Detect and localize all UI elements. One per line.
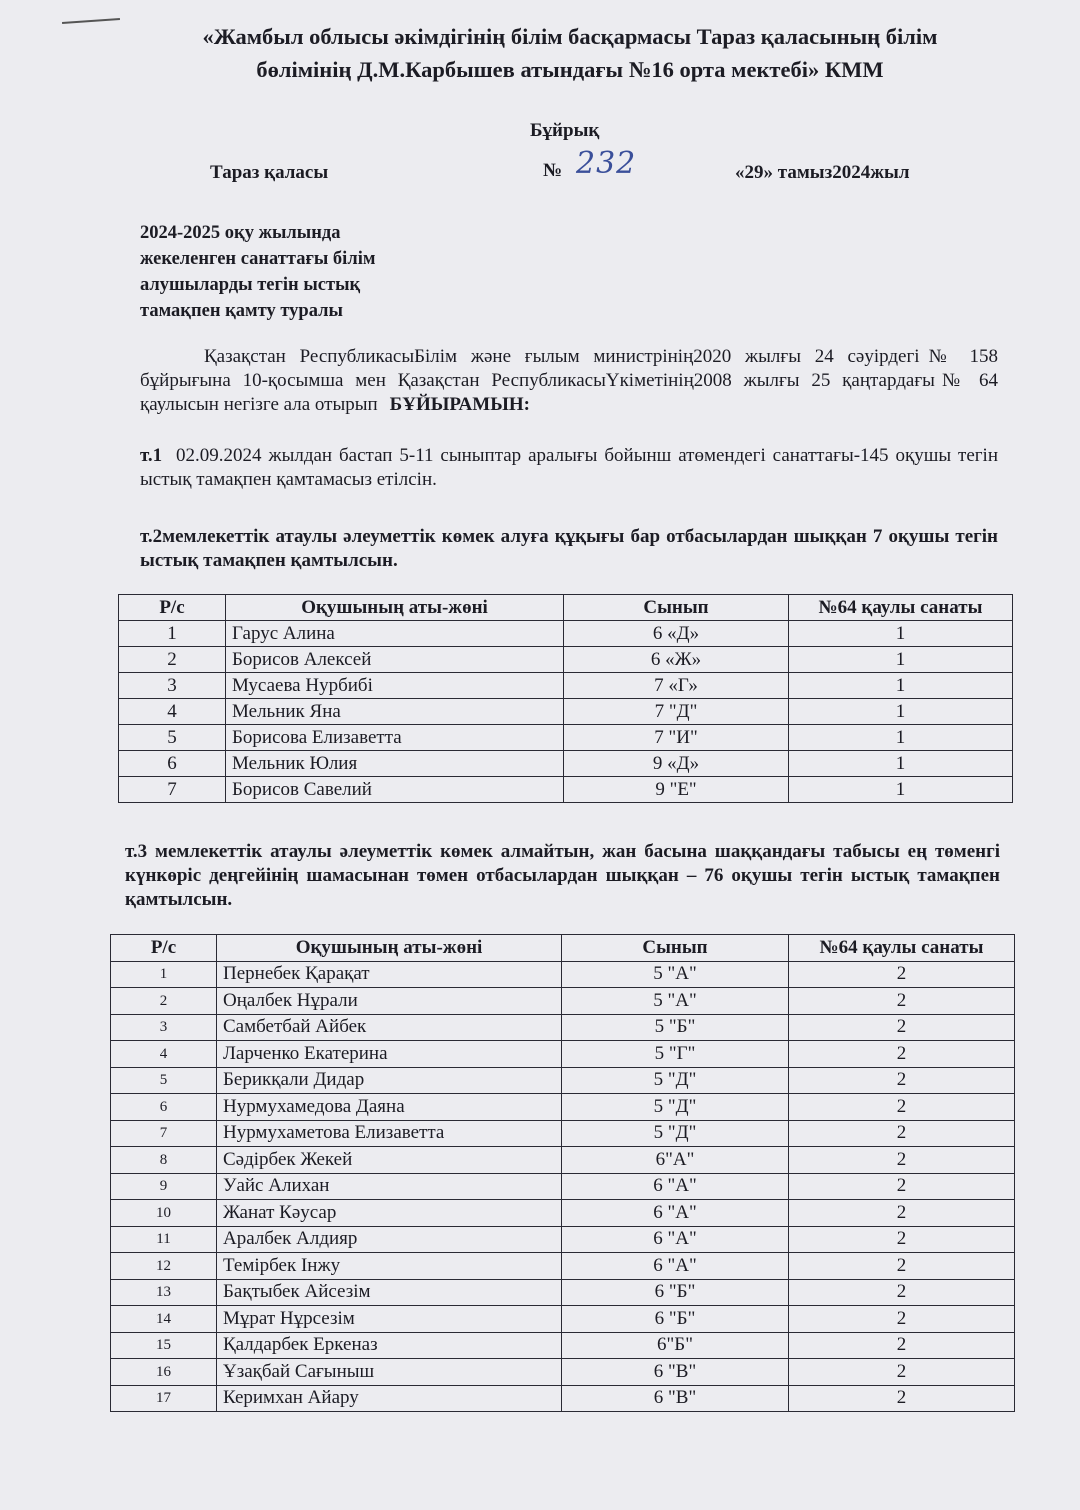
cell-class: 9 «Д» xyxy=(564,751,789,777)
cell-class: 6 "А" xyxy=(562,1173,789,1200)
cell-category: 1 xyxy=(789,777,1013,803)
cell-name: Нурмухамедова Даяна xyxy=(217,1094,562,1121)
subject-line-1: 2024-2025 оқу жылында xyxy=(140,223,341,243)
item-1-label: т.1 xyxy=(140,445,163,466)
table-header-row xyxy=(119,595,1013,621)
cell-number: 5 xyxy=(119,725,226,751)
cell-class: 6 "А" xyxy=(562,1226,789,1253)
organization-header xyxy=(110,20,1030,86)
cell-name: Ұзақбай Сағыныш xyxy=(217,1359,562,1386)
cell-category: 2 xyxy=(789,1385,1015,1412)
table-row xyxy=(111,1067,1015,1094)
cell-name: Мельник Яна xyxy=(226,699,564,725)
table-row xyxy=(119,621,1013,647)
cell-category: 2 xyxy=(789,1014,1015,1041)
table-row xyxy=(111,1014,1015,1041)
cell-name: Ларченко Екатерина xyxy=(217,1041,562,1068)
item-1-text: 02.09.2024 жылдан бастап 5-11 сыныптар аралығы бойынш атөмендегі санаттағы-145 оқушы тегін ыстық тамақпен қамтамасыз етілсін. xyxy=(140,445,998,490)
table-row xyxy=(111,1253,1015,1280)
cell-category: 1 xyxy=(789,647,1013,673)
cell-name: Темірбек Інжу xyxy=(217,1253,562,1280)
cell-number: 9 xyxy=(111,1173,217,1200)
cell-number: 3 xyxy=(111,1014,217,1041)
cell-category: 2 xyxy=(789,1279,1015,1306)
cell-category: 1 xyxy=(789,699,1013,725)
cell-category: 2 xyxy=(789,1253,1015,1280)
table-row xyxy=(111,961,1015,988)
table-row xyxy=(111,1147,1015,1174)
cell-class: 9 "Е" xyxy=(564,777,789,803)
cell-category: 2 xyxy=(789,1120,1015,1147)
cell-class: 5 "Д" xyxy=(562,1120,789,1147)
table-row xyxy=(111,1226,1015,1253)
cell-number: 8 xyxy=(111,1147,217,1174)
col-header-category: №64 қаулы санаты xyxy=(789,595,1013,621)
order-number-handwritten: 232 xyxy=(576,146,637,181)
item-1-paragraph xyxy=(140,444,998,492)
cell-name: Борисов Савелий xyxy=(226,777,564,803)
cell-category: 2 xyxy=(789,1359,1015,1386)
cell-number: 6 xyxy=(111,1094,217,1121)
cell-name: Жанат Кәусар xyxy=(217,1200,562,1227)
table-row xyxy=(119,647,1013,673)
table-row xyxy=(111,1359,1015,1386)
cell-number: 1 xyxy=(111,961,217,988)
cell-category: 1 xyxy=(789,725,1013,751)
cell-number: 13 xyxy=(111,1279,217,1306)
order-subject xyxy=(140,220,440,324)
cell-class: 7 "И" xyxy=(564,725,789,751)
header-line-1: «Жамбыл облысы әкімдігінің білім басқармасы Тараз қаласының білім xyxy=(202,24,938,49)
col-header-class: Сынып xyxy=(562,935,789,962)
cell-category: 2 xyxy=(789,1067,1015,1094)
item-2-paragraph xyxy=(140,525,998,573)
col-header-category: №64 қаулы санаты xyxy=(789,935,1015,962)
subject-line-3: алушыларды тегін ыстық xyxy=(140,275,361,295)
table-row xyxy=(111,1306,1015,1333)
cell-number: 17 xyxy=(111,1385,217,1412)
table-row xyxy=(111,1094,1015,1121)
cell-number: 7 xyxy=(119,777,226,803)
cell-category: 2 xyxy=(789,1147,1015,1174)
cell-name: Мусаева Нурбибі xyxy=(226,673,564,699)
cell-category: 2 xyxy=(789,961,1015,988)
table-row xyxy=(119,725,1013,751)
cell-class: 6"А" xyxy=(562,1147,789,1174)
cell-number: 11 xyxy=(111,1226,217,1253)
header-line-2: бөлімінің Д.М.Карбышев атындағы №16 орта мектебі» КММ xyxy=(256,57,884,82)
subject-line-2: жекеленген санаттағы білім xyxy=(140,249,376,269)
table-row xyxy=(119,751,1013,777)
students-table-category-2 xyxy=(110,934,1015,1412)
table-row xyxy=(119,673,1013,699)
cell-category: 2 xyxy=(789,1200,1015,1227)
item-2-text: мемлекеттік атаулы әлеуметтік көмек алуға құқығы бар отбасылардан шыққан 7 оқушы тегін ыстық тамақпен қамтылсын. xyxy=(140,526,998,571)
cell-category: 2 xyxy=(789,1094,1015,1121)
cell-name: Борисова Елизаветта xyxy=(226,725,564,751)
cell-class: 6 «Ж» xyxy=(564,647,789,673)
cell-class: 5 "А" xyxy=(562,961,789,988)
cell-class: 6 "Б" xyxy=(562,1279,789,1306)
col-header-number: Р/с xyxy=(119,595,226,621)
cell-class: 6 "Б" xyxy=(562,1306,789,1333)
cell-name: Мұрат Нұрсезім xyxy=(217,1306,562,1333)
table-row xyxy=(111,1173,1015,1200)
cell-name: Самбетбай Айбек xyxy=(217,1014,562,1041)
cell-number: 5 xyxy=(111,1067,217,1094)
cell-class: 7 «Г» xyxy=(564,673,789,699)
order-number-sign: № xyxy=(543,160,563,181)
table-row xyxy=(111,1385,1015,1412)
table-row xyxy=(111,1200,1015,1227)
cell-number: 14 xyxy=(111,1306,217,1333)
cell-number: 2 xyxy=(119,647,226,673)
order-label: Бұйрық xyxy=(530,120,600,141)
col-header-name: Оқушының аты-жөні xyxy=(226,595,564,621)
cell-number: 6 xyxy=(119,751,226,777)
intro-paragraph xyxy=(140,345,998,417)
table-header-row xyxy=(111,935,1015,962)
cell-class: 5 "Д" xyxy=(562,1067,789,1094)
cell-class: 6 "В" xyxy=(562,1359,789,1386)
cell-class: 5 "А" xyxy=(562,988,789,1015)
table-row xyxy=(111,1120,1015,1147)
cell-name: Берикқали Дидар xyxy=(217,1067,562,1094)
item-3-label: т.3 xyxy=(125,841,148,862)
cell-category: 1 xyxy=(789,751,1013,777)
table-row xyxy=(111,1041,1015,1068)
cell-class: 5 "Б" xyxy=(562,1014,789,1041)
cell-class: 6 «Д» xyxy=(564,621,789,647)
cell-class: 6"Б" xyxy=(562,1332,789,1359)
cell-name: Бақтыбек Айсезім xyxy=(217,1279,562,1306)
intro-text: Қазақстан РеспубликасыБілім және ғылым министрінің2020 жылғы 24 сәуірдегі№ 158 бұйрығына 10-қосымша мен Қазақстан РеспубликасыҮкіметінің2008 жылғы 25 қаңтардағы№ 64 қаулысын негізге ала отырып xyxy=(140,346,998,415)
col-header-name: Оқушының аты-жөні xyxy=(217,935,562,962)
subject-line-4: тамақпен қамту туралы xyxy=(140,301,343,321)
table-row xyxy=(119,777,1013,803)
students-table-category-1 xyxy=(118,594,1013,803)
cell-class: 5 "Д" xyxy=(562,1094,789,1121)
cell-class: 5 "Г" xyxy=(562,1041,789,1068)
item-3-text: мемлекеттік атаулы әлеуметтік көмек алмайтын, жан басына шаққандағы табысы ең төменгі күнкөріс деңгейінің шамасынан төмен отбасылардан шыққан – 76 оқушы тегін ыстық тамақпен қамтылсын. xyxy=(125,841,1001,910)
cell-class: 6 "А" xyxy=(562,1253,789,1280)
cell-class: 7 "Д" xyxy=(564,699,789,725)
cell-name: Қалдарбек Еркеназ xyxy=(217,1332,562,1359)
cell-number: 4 xyxy=(119,699,226,725)
table-row xyxy=(111,988,1015,1015)
cell-category: 2 xyxy=(789,988,1015,1015)
decree-word: БҰЙЫРАМЫН: xyxy=(389,394,530,415)
cell-number: 2 xyxy=(111,988,217,1015)
cell-class: 6 "А" xyxy=(562,1200,789,1227)
cell-name: Мельник Юлия xyxy=(226,751,564,777)
cell-class: 6 "В" xyxy=(562,1385,789,1412)
cell-category: 2 xyxy=(789,1226,1015,1253)
cell-number: 7 xyxy=(111,1120,217,1147)
item-3-paragraph xyxy=(125,840,1000,912)
col-header-class: Сынып xyxy=(564,595,789,621)
cell-number: 1 xyxy=(119,621,226,647)
cell-number: 15 xyxy=(111,1332,217,1359)
cell-number: 16 xyxy=(111,1359,217,1386)
order-date: «29» тамыз2024жыл xyxy=(735,162,910,183)
cell-name: Уайс Алихан xyxy=(217,1173,562,1200)
cell-name: Борисов Алексей xyxy=(226,647,564,673)
cell-number: 12 xyxy=(111,1253,217,1280)
table-row xyxy=(111,1279,1015,1306)
cell-number: 4 xyxy=(111,1041,217,1068)
cell-number: 3 xyxy=(119,673,226,699)
cell-category: 2 xyxy=(789,1332,1015,1359)
cell-category: 2 xyxy=(789,1173,1015,1200)
table-row xyxy=(111,1332,1015,1359)
cell-category: 2 xyxy=(789,1306,1015,1333)
cell-name: Гарус Алина xyxy=(226,621,564,647)
cell-category: 2 xyxy=(789,1041,1015,1068)
cell-category: 1 xyxy=(789,673,1013,699)
col-header-number: Р/с xyxy=(111,935,217,962)
cell-name: Аралбек Алдияр xyxy=(217,1226,562,1253)
item-2-label: т.2 xyxy=(140,526,163,547)
cell-number: 10 xyxy=(111,1200,217,1227)
cell-category: 1 xyxy=(789,621,1013,647)
cell-name: Пернебек Қарақат xyxy=(217,961,562,988)
cell-name: Оңалбек Нұрали xyxy=(217,988,562,1015)
table-row xyxy=(119,699,1013,725)
cell-name: Керимхан Айару xyxy=(217,1385,562,1412)
order-city: Тараз қаласы xyxy=(210,162,329,183)
cell-name: Сәдірбек Жекей xyxy=(217,1147,562,1174)
cell-name: Нурмухаметова Елизаветта xyxy=(217,1120,562,1147)
